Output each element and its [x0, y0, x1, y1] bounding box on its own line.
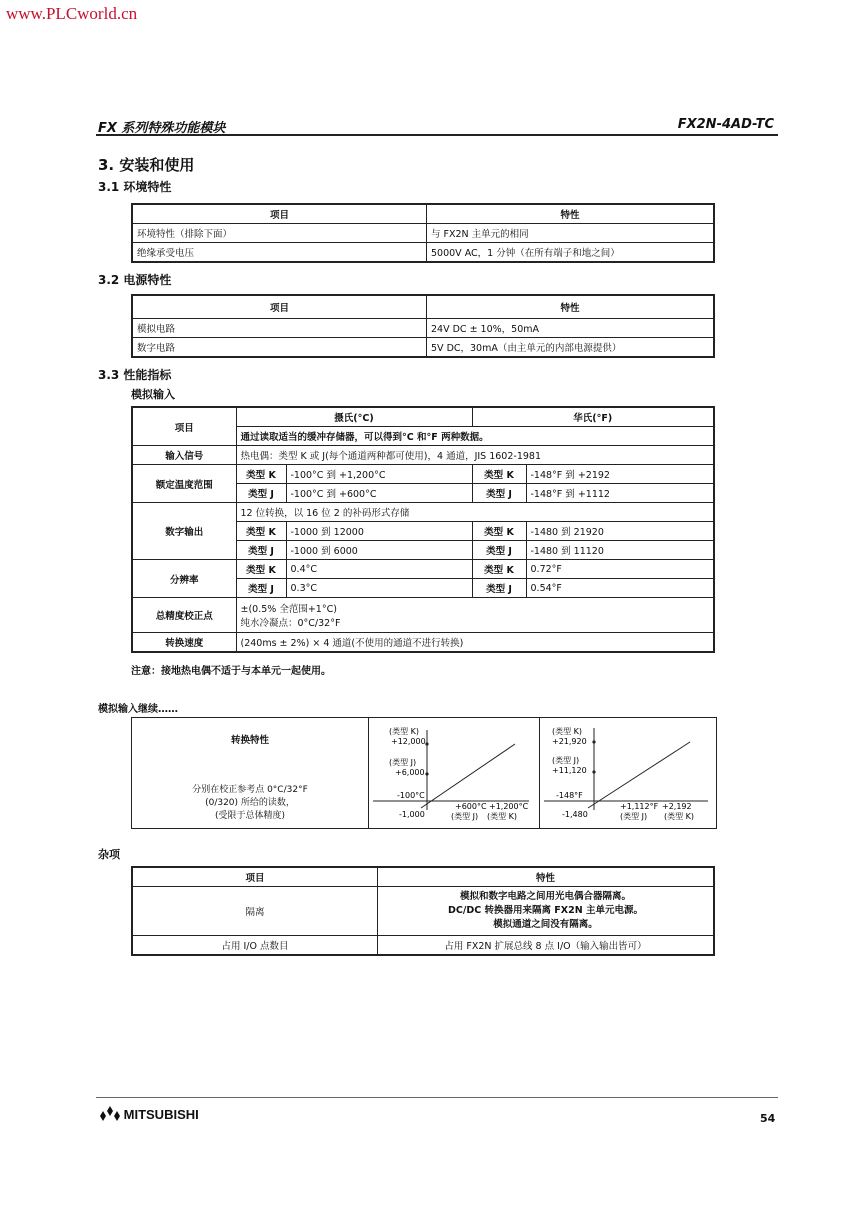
celsius-tick-k	[425, 742, 428, 745]
env-cell: 与 FX2N 主单元的相同	[427, 224, 715, 243]
fahrenheit-tick-k	[592, 740, 595, 743]
range-cell: -100°C 到 +1,200°C	[286, 465, 472, 484]
range-cell: 类型 K	[472, 465, 526, 484]
power-table	[131, 294, 715, 358]
digital-cell: 类型 K	[236, 522, 286, 541]
resolution-cell: 类型 J	[236, 579, 286, 598]
env-section-title: 3.1 环境特性	[98, 180, 172, 194]
misc-table	[131, 866, 715, 956]
celsius-val-k: +12,000	[391, 737, 426, 746]
isolation-line: 模拟通道之间没有隔离。	[493, 919, 598, 930]
fahrenheit-graph-panel	[540, 718, 716, 828]
fahrenheit-val-k: +21,920	[552, 737, 587, 746]
io-points-label: 占用 I/O 点数目	[132, 936, 378, 956]
brand-name: MITSUBISHI	[123, 1107, 199, 1122]
fahrenheit-val-j: +11,120	[552, 766, 587, 775]
io-points-value: 占用 FX2N 扩展总线 8 点 I/O（输入输出皆可）	[378, 936, 715, 956]
conversion-note-line: (0/320) 所给的读数，	[205, 798, 295, 808]
power-head-spec: 特性	[427, 295, 715, 319]
speed-value: (240ms ± 2%) × 4 通道(不使用的通道不进行转换)	[236, 633, 714, 653]
resolution-cell: 类型 K	[236, 560, 286, 579]
footer-rule	[96, 1097, 778, 1098]
perf-section-title: 3.3 性能指标	[98, 368, 172, 382]
range-cell: 类型 K	[236, 465, 286, 484]
celsius-val-j: +6,000	[395, 768, 425, 777]
env-head-item: 项目	[132, 204, 427, 224]
celsius-curve	[421, 744, 515, 808]
env-head-spec: 特性	[427, 204, 715, 224]
fahrenheit-label-j: (类型 J)	[552, 756, 580, 765]
page-number: 54	[760, 1112, 776, 1125]
celsius-x1: +600°C	[455, 802, 487, 811]
header-series-title: FX 系列特殊功能模块	[98, 121, 226, 136]
fahrenheit-tick-j	[592, 770, 595, 773]
celsius-t1: (类型 J)	[451, 812, 479, 821]
fahrenheit-label-k: (类型 K)	[552, 727, 583, 736]
range-cell: -148°F 到 +2192	[526, 465, 714, 484]
analog-input-subtitle: 模拟输入	[131, 388, 175, 401]
perf-head-item: 项目	[132, 407, 236, 446]
celsius-neg-y: -1,000	[399, 810, 425, 819]
fahrenheit-x1: +1,112°F	[620, 802, 659, 811]
celsius-label-j: (类型 J)	[389, 758, 417, 767]
accuracy-value	[236, 598, 714, 633]
power-cell: 数字电路	[132, 338, 427, 358]
digital-cell: -1000 到 12000	[286, 522, 472, 541]
env-table	[131, 203, 715, 263]
digital-cell: -1000 到 6000	[286, 541, 472, 560]
table-row	[132, 887, 714, 936]
digital-cell: -1480 到 21920	[526, 522, 714, 541]
digital-cell: 类型 K	[472, 522, 526, 541]
conversion-note	[132, 784, 368, 823]
resolution-cell: 0.72°F	[526, 560, 714, 579]
celsius-neg-x: -100°C	[397, 791, 425, 800]
fahrenheit-x2: +2,192	[662, 802, 692, 811]
conversion-box	[131, 717, 717, 829]
misc-head-spec: 特性	[378, 867, 715, 887]
resolution-cell: 0.4°C	[286, 560, 472, 579]
table-row	[132, 338, 714, 358]
power-section-title: 3.2 电源特性	[98, 273, 172, 287]
fahrenheit-graph	[540, 718, 716, 828]
header-rule	[96, 134, 778, 136]
perf-head-celsius: 摄氏(°C)	[236, 407, 472, 427]
conversion-text-panel	[132, 718, 369, 828]
celsius-t2: (类型 K)	[487, 812, 518, 821]
fahrenheit-t2: (类型 K)	[664, 812, 695, 821]
digital-output-label: 数字输出	[132, 503, 236, 560]
range-cell: -148°F 到 +1112	[526, 484, 714, 503]
mitsubishi-diamonds-icon	[100, 1106, 120, 1122]
range-cell: 类型 J	[472, 484, 526, 503]
env-cell: 绝缘承受电压	[132, 243, 427, 263]
table-row	[132, 224, 714, 243]
input-signal-label: 输入信号	[132, 446, 236, 465]
continued-title: 模拟输入继续……	[98, 704, 178, 715]
fahrenheit-curve	[588, 742, 690, 808]
header-model: FX2N-4AD-TC	[677, 117, 774, 132]
resolution-label: 分辨率	[132, 560, 236, 598]
table-row	[132, 319, 714, 338]
speed-label: 转换速度	[132, 633, 236, 653]
table-row	[132, 936, 714, 956]
accuracy-label: 总精度校正点	[132, 598, 236, 633]
power-head-item: 项目	[132, 295, 427, 319]
isolation-line: 模拟和数字电路之间用光电偶合器隔离。	[459, 891, 631, 902]
env-cell: 5000V AC，1 分钟（在所有端子和地之间）	[427, 243, 715, 263]
watermark: www.PLCworld.cn	[6, 4, 138, 23]
conversion-title: 转换特性	[230, 735, 269, 746]
accuracy-line-2: 纯水冷凝点：0°C/32°F	[240, 618, 341, 629]
celsius-label-k: (类型 K)	[389, 727, 420, 736]
digital-cell: 类型 J	[236, 541, 286, 560]
range-cell: -100°C 到 +600°C	[286, 484, 472, 503]
perf-head-fahrenheit: 华氏(°F)	[472, 407, 714, 427]
range-label: 额定温度范围	[132, 465, 236, 503]
digital-cell: -1480 到 11120	[526, 541, 714, 560]
resolution-cell: 0.3°C	[286, 579, 472, 598]
digital-output-desc: 12 位转换，以 16 位 2 的补码形式存储	[236, 503, 714, 522]
table-row	[132, 243, 714, 263]
isolation-line: DC/DC 转换器用来隔离 FX2N 主单元电源。	[448, 905, 643, 916]
isolation-value	[378, 887, 715, 936]
perf-table	[131, 406, 715, 653]
conversion-note-line: (受限于总体精度)	[214, 811, 286, 821]
env-cell: 环境特性（排除下面）	[132, 224, 427, 243]
power-cell: 模拟电路	[132, 319, 427, 338]
celsius-tick-j	[425, 772, 428, 775]
section-title: 3. 安装和使用	[98, 156, 195, 174]
power-cell: 24V DC ± 10%，50mA	[427, 319, 715, 338]
celsius-graph-panel	[369, 718, 540, 828]
power-cell: 5V DC，30mA（由主单元的内部电源提供）	[427, 338, 715, 358]
digital-cell: 类型 J	[472, 541, 526, 560]
fahrenheit-neg-x: -148°F	[556, 791, 583, 800]
celsius-graph	[369, 718, 539, 828]
range-cell: 类型 J	[236, 484, 286, 503]
accuracy-line-1: ±(0.5% 全范围+1°C)	[240, 604, 337, 615]
input-signal-value: 热电偶：类型 K 或 J(每个通道两种都可使用)，4 通道，JIS 1602-1981	[236, 446, 714, 465]
misc-title: 杂项	[98, 848, 120, 861]
celsius-x2: +1,200°C	[489, 802, 529, 811]
resolution-cell: 类型 J	[472, 579, 526, 598]
fahrenheit-t1: (类型 J)	[620, 812, 648, 821]
conversion-note-line: 分别在校正参考点 0°C/32°F	[192, 785, 308, 795]
resolution-cell: 类型 K	[472, 560, 526, 579]
isolation-label: 隔离	[132, 887, 378, 936]
resolution-cell: 0.54°F	[526, 579, 714, 598]
perf-desc: 通过读取适当的缓冲存储器，可以得到°C 和°F 两种数据。	[236, 427, 714, 446]
fahrenheit-neg-y: -1,480	[562, 810, 588, 819]
misc-head-item: 项目	[132, 867, 378, 887]
mitsubishi-logo	[100, 1106, 199, 1122]
ground-note: 注意：接地热电偶不适于与本单元一起使用。	[131, 666, 331, 677]
